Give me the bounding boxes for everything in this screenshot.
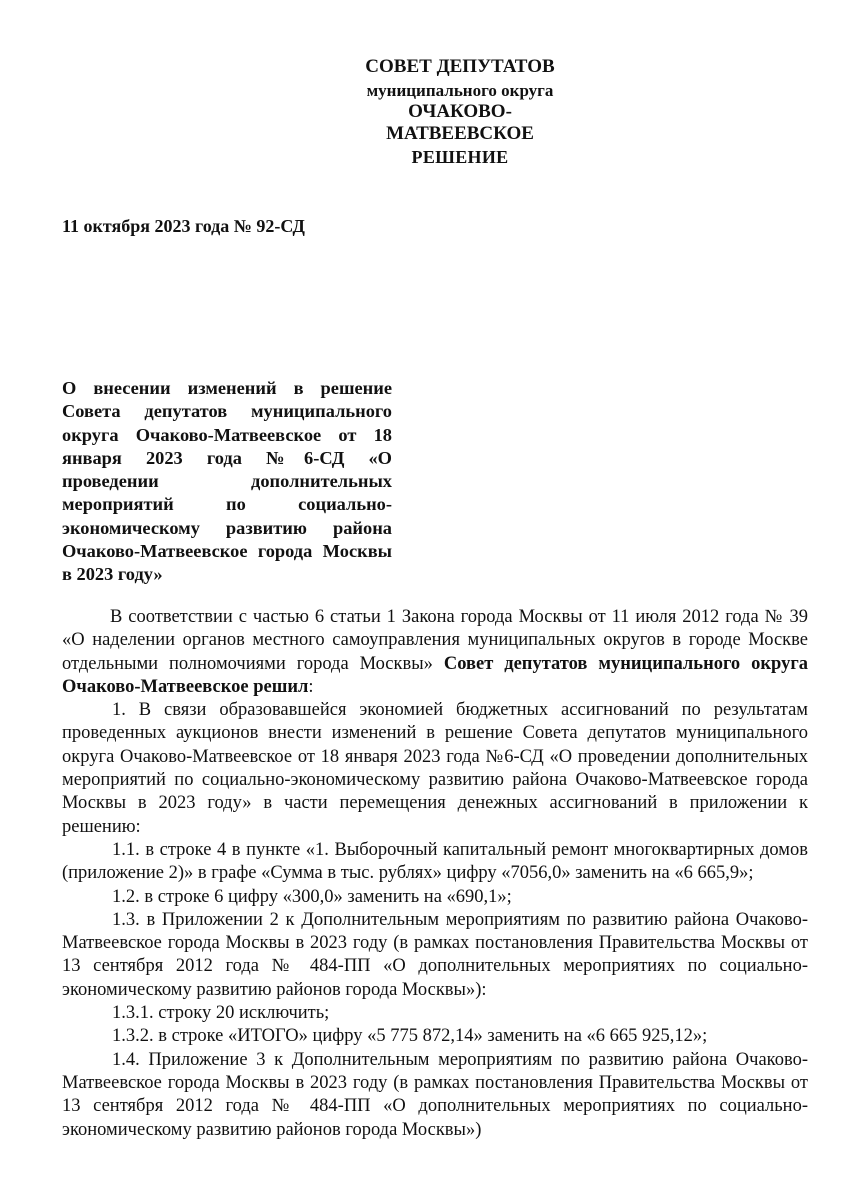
item-1-3: 1.3. в Приложении 2 к Дополнительным мероприятиям по развитию района Очаково-Матвеевское города Москвы в 2023 году (в рамках постановления Правительства Москвы от 13 сентября 2012 года № 484-ПП «О дополнительных мероприятиях по социально-экономическому развитию районов города Москвы»): xyxy=(62,909,808,1000)
item-1-3-1: 1.3.1. строку 20 исключить; xyxy=(112,1003,330,1024)
item-1-1: 1.1. в строке 4 в пункте «1. Выборочный капитальный ремонт многоквартирных домов (приложение 2)» в графе «Сумма в тыс. рублях» цифру «7056,0» заменить на «6 665,9»; xyxy=(62,839,808,884)
preamble-text: В соответствии с частью 6 статьи 1 Закона города Москвы от 11 июля 2012 года № 39 «О наделении органов местного самоуправления муниципальных округов в городе Москве отдельными полномочиями города Москвы» xyxy=(62,607,808,674)
item-1-2: 1.2. в строке 6 цифру «300,0» заменить на «690,1»; xyxy=(112,886,512,907)
preamble-end: : xyxy=(308,676,314,697)
decision-subject: О внесении изменений в решение Совета депутатов муниципального округа Очаково-Матвеевское от 18 января 2023 года №6-СД «О проведении дополнительных мероприятий по социально-экономическому развитию района Очаково-Матвеевское города Москвы в 2023 году» xyxy=(62,378,392,585)
item-1-4: 1.4. Приложение 3 к Дополнительным мероприятиям по развитию района Очаково-Матвеевское города Москвы в 2023 году (в рамках постановления Правительства Москвы от 13 сентября 2012 года № 484-ПП «О дополнительных мероприятиях по социально-экономическому развитию районов города Москвы») xyxy=(62,1049,808,1140)
item-1-3-2: 1.3.2. в строке «ИТОГО» цифру «5 775 872,14» заменить на «6 665 925,12»; xyxy=(112,1026,708,1047)
municipal-subtitle: муниципального округа xyxy=(366,81,554,100)
preamble-bold-text: Совет депутатов муниципального округа Очаково-Матвеевское решил xyxy=(62,653,808,697)
decision-heading: РЕШЕНИЕ xyxy=(411,147,509,167)
council-title: СОВЕТ ДЕПУТАТОВ xyxy=(365,56,555,77)
district-title: ОЧАКОВО-МАТВЕЕВСКОЕ xyxy=(386,101,534,144)
preamble-paragraph xyxy=(62,606,808,699)
decision-body xyxy=(62,606,808,1142)
item-1: 1. В связи образовавшейся экономией бюджетных ассигнований по результатам проведенных аукционов внести изменений в решение Совета депутатов муниципального округа Очаково-Матвеевское от 18 января 2023 года №6-СД «О проведении дополнительных мероприятий по социально-экономическому развитию района Очаково-Матвеевское города Москвы в 2023 году» в части перемещения денежных ассигнований в приложении к решению: xyxy=(62,700,808,837)
date-and-number: 11 октября 2023 года № 92-СД xyxy=(62,216,305,236)
